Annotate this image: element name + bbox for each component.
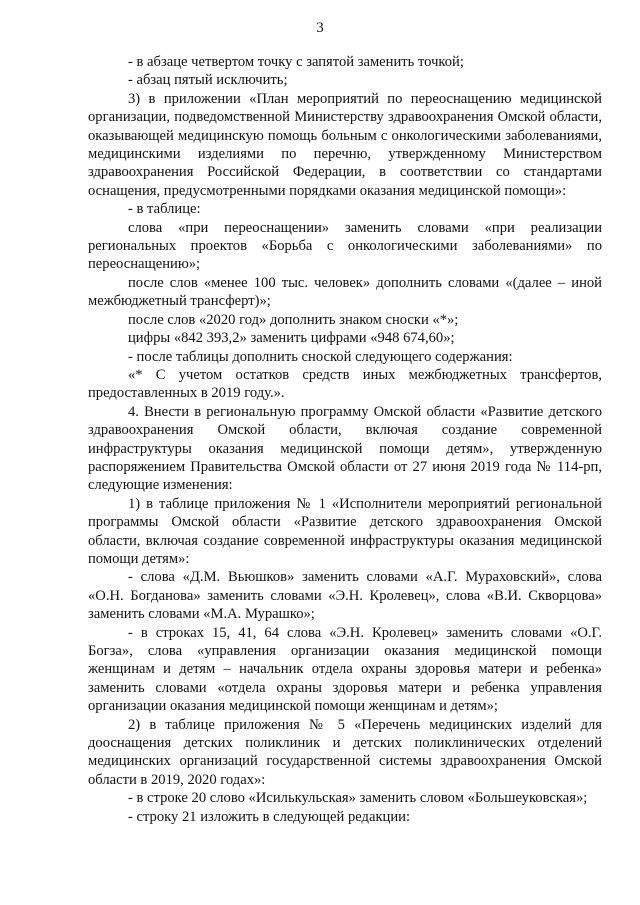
paragraph: 2) в таблице приложения № 5 «Перечень медицинских изделий для дооснащения детских поликлиник и детских поликлинических отделений медицинских организаций государственной системы здравоохранения Омской области в 2019, 2020 годах»: — [88, 716, 602, 788]
paragraph: цифры «842 393,2» заменить цифрами «948 674,60»; — [128, 330, 455, 347]
paragraph: слова «при переоснащении» заменить словами «при реализации региональных проектов «Борьба с онкологическими заболеваниями» по переоснащению»; — [88, 219, 602, 273]
paragraph: - слова «Д.М. Вьюшков» заменить словами «А.Г. Мураховский», слова «О.Н. Богданова» заменить словами «Э.Н. Кролевец», слова «В.И. Скворцова» заменить словами «М.А. Мурашко»; — [88, 569, 602, 623]
paragraph: - в строках 15, 41, 64 слова «Э.Н. Кролевец» заменить словами «О.Г. Богза», слова «управления организации оказания медицинской помощи женщинам и детям – начальник отдела охраны здоровья матери и ребенка» заменить словами «отдела охраны здоровья матери и ребенка управления организации оказания медицинской помощи женщинам и детям»; — [88, 624, 602, 715]
paragraph: после слов «2020 год» дополнить знаком сноски «*»; — [128, 311, 459, 328]
paragraph: - строку 21 изложить в следующей редакции: — [128, 808, 411, 825]
paragraph: - в таблице: — [128, 201, 201, 218]
document-body — [88, 53, 602, 826]
paragraph: - в строке 20 слово «Исилькульская» заменить словом «Большеуковская»; — [128, 790, 588, 807]
paragraph: 4. Внести в региональную программу Омской области «Развитие детского здравоохранения Омской области, включая создание современной инфраструктуры оказания медицинской помощи детям», утвержденную распоряжением Правительства Омской области от 27 июня 2019 года № 114-рп, следующие изменения: — [88, 403, 602, 494]
paragraph: 3) в приложении «План мероприятий по переоснащению медицинской организации, подведомственной Министерству здравоохранения Омской области, оказывающей медицинскую помощь больным с онкологическими заболеваниями, медицинскими изделиями по перечню, утвержденному Министерством здравоохранения Российской Федерации, в соответствии со стандартами оснащения, предусмотренными порядками оказания медицинской помощи»: — [88, 90, 602, 199]
paragraph: - абзац пятый исключить; — [128, 72, 288, 89]
paragraph: - после таблицы дополнить сноской следующего содержания: — [128, 348, 513, 365]
paragraph: - в абзаце четвертом точку с запятой заменить точкой; — [128, 54, 464, 70]
paragraph: «* С учетом остатков средств иных межбюджетных трансфертов, предоставленных в 2019 году.». — [88, 366, 602, 402]
paragraph: после слов «менее 100 тыс. человек» дополнить словами «(далее – иной межбюджетный трансферт)»; — [88, 274, 602, 310]
paragraph: 1) в таблице приложения № 1 «Исполнители мероприятий региональной программы Омской области «Развитие детского здравоохранения Омской области, включая создание современной инфраструктуры оказания медицинской помощи детям»: — [88, 495, 602, 567]
page-number: 3 — [316, 20, 324, 36]
